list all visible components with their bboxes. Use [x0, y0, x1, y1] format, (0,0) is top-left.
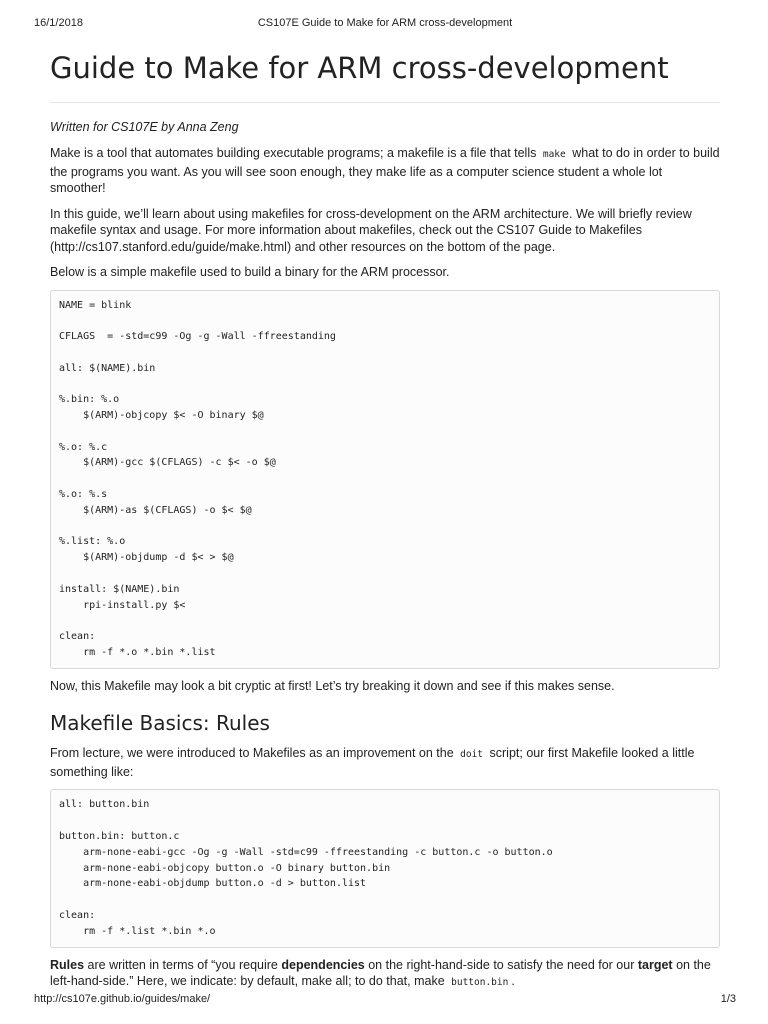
intro-text-b: what to do in order to build the programs you want. As you will see soon enough, they make life as a computer science student a whole lot smoother! — [50, 146, 720, 195]
lecture-text-a: From lecture, we were introduced to Makefiles as an improvement on the — [50, 746, 454, 761]
byline: Written for CS107E by Anna Zeng — [50, 120, 239, 134]
section-heading-rules: Makefile Basics: Rules — [50, 711, 270, 736]
print-footer — [34, 993, 736, 1007]
makefile-intro-paragraph: Below is a simple makefile used to build a binary for the ARM processor. — [50, 265, 450, 279]
page-number: 1/3 — [720, 993, 736, 1005]
target-term: target — [637, 957, 673, 972]
rules-text-d: . — [511, 974, 515, 988]
lecture-text-b: script; our first Makefile looked a little something like: — [50, 746, 695, 779]
button-makefile-code-block: all: button.bin button.bin: button.c arm-none-eabi-gcc -Og -g -Wall -std=c99 -ffreestanding -c button.c -o button.o arm-none-eabi-objcopy button.o -O binary button.bin arm-none-eabi-objdump button.o -d > button.list clean: rm -f *.list *.bin *.o — [50, 789, 720, 947]
rules-text-a: are written in terms of “you require — [87, 957, 278, 972]
print-title: CS107E Guide to Make for ARM cross-development — [257, 17, 513, 29]
inline-code-make: make — [542, 149, 566, 160]
print-url: http://cs107e.github.io/guides/make/ — [34, 993, 211, 1005]
lecture-paragraph — [50, 745, 720, 780]
cryptic-paragraph: Now, this Makefile may look a bit cryptic at first! Let’s try breaking it down and see if this makes sense. — [50, 678, 615, 693]
intro-paragraph — [50, 145, 720, 197]
dependencies-term: dependencies — [281, 957, 365, 972]
rules-paragraph — [50, 957, 720, 992]
print-header — [34, 17, 736, 31]
print-date: 16/1/2018 — [34, 17, 83, 29]
rules-text-b: on the right-hand-side to satisfy the need for our — [368, 957, 635, 972]
inline-code-doit: doit — [460, 749, 484, 761]
makefile-code-block: NAME = blink CFLAGS = -std=c99 -Og -g -Wall -ffreestanding all: $(NAME).bin %.bin: %.o $(ARM)-objcopy $< -O binary $@ %.o: %.c $(ARM)-gcc $(CFLAGS) -c $< -o $@ %.o: %.s $(ARM)-as $(CFLAGS) -o $< $@ %.list: %.o $(ARM)-objdump -d $< > $@ install: $(NAME).bin rpi-install.py $< clean: rm -f *.o *.bin *.list — [50, 290, 720, 669]
intro-text-a: Make is a tool that automates building executable programs; a makefile is a file that tells — [50, 146, 537, 160]
rules-term: Rules — [50, 957, 85, 972]
inline-code-button-bin: button.bin — [451, 977, 509, 988]
rules-text-c: on the left-hand-side.” Here, we indicate: by default, make all; to do that, make — [50, 957, 711, 988]
page-title: Guide to Make for ARM cross-development — [50, 48, 720, 103]
document-body — [50, 48, 720, 992]
guide-paragraph: In this guide, we’ll learn about using makefiles for cross-development on the ARM architecture. We will briefly review makefile syntax and usage. For more information about makefiles, check out the CS107 Guide to Makefiles (http://cs107.stanford.edu/guide/make.html) and other resources on the bottom of the page. — [50, 206, 692, 254]
